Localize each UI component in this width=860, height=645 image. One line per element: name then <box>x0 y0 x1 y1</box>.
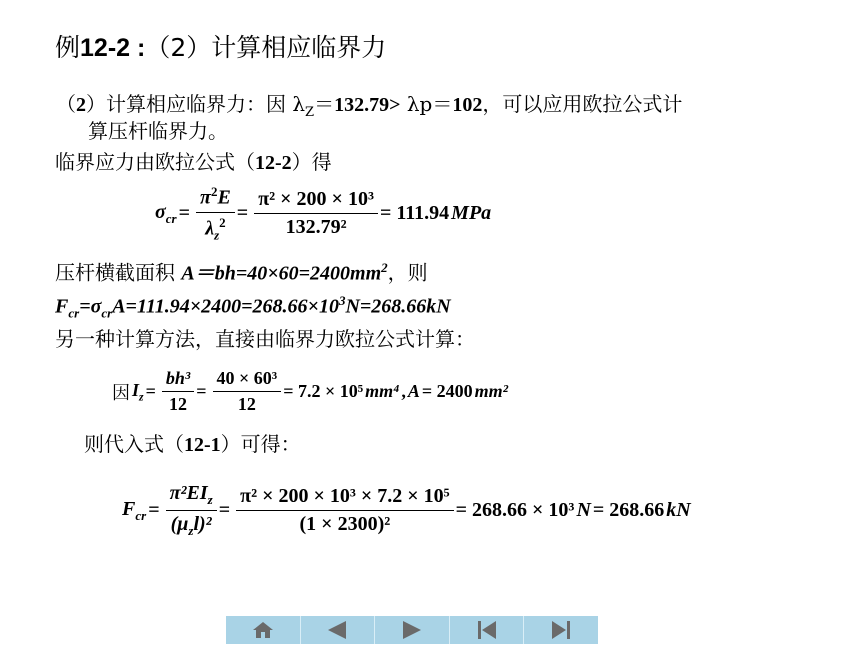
para1-gt: > <box>389 94 401 116</box>
para-condition-cont: 算压杆临界力。 <box>88 119 228 143</box>
formula2-Aval: = 2400 <box>421 381 473 401</box>
para-alt-method: 另一种计算方法，直接由临界力欧拉公式计算： <box>55 327 475 351</box>
title-prefix: 例 <box>55 33 81 62</box>
sigma-cr-sub: cr <box>101 305 113 321</box>
eq-sign-6: = <box>218 499 231 521</box>
I-symbol: I <box>132 379 140 400</box>
formula2-comma: , <box>401 381 406 401</box>
title-number: 12-2 : <box>80 34 146 62</box>
eq-sign-4: = <box>196 381 207 401</box>
kN-unit: kN <box>666 499 691 521</box>
I-sub: z <box>139 390 144 404</box>
A-symbol: A <box>407 381 420 401</box>
fraction-5-den-end: l)² <box>193 513 212 535</box>
lambda-symbol: λ <box>205 217 215 240</box>
last-page-button[interactable] <box>524 616 598 644</box>
fraction-1 <box>196 184 235 243</box>
para6-end: ）可得： <box>220 432 301 456</box>
para2-ref: 12-2 <box>255 152 292 174</box>
para3-end: ，则 <box>387 260 428 285</box>
eq-sign: = <box>178 202 191 225</box>
lambda-p-sub: p <box>419 92 433 116</box>
fraction-5 <box>166 482 217 539</box>
fcr-end: N=268.66kN <box>345 295 451 318</box>
formula3-result2: = 268.66 <box>592 499 665 521</box>
formula-inertia <box>112 368 510 415</box>
lambda-p-value: 102 <box>452 94 483 116</box>
fraction-5-num: π²EI <box>169 482 208 504</box>
para-condition <box>56 92 682 121</box>
fcr-sub: cr <box>68 305 80 321</box>
lambda-sub: z <box>214 227 220 243</box>
formula2-result: = 7.2 × 10⁵ <box>283 381 364 401</box>
page-title <box>55 28 386 64</box>
fraction-3 <box>162 368 194 415</box>
para-area <box>55 260 428 287</box>
pi-symbol: π <box>200 186 211 209</box>
formula2-unit: mm⁴ <box>365 381 400 401</box>
area-formula: A＝bh=40×60=2400mm <box>181 262 382 285</box>
para1-text1: ）计算相应临界力：因 <box>86 92 286 116</box>
para-fcr <box>55 293 451 322</box>
formula-critical-force <box>122 482 693 539</box>
home-icon <box>252 620 274 640</box>
fraction-6-den: (1 × 2300)² <box>299 513 391 535</box>
para2-end: ）得 <box>291 150 332 174</box>
formula2-prefix: 因 <box>112 382 130 404</box>
eq-sign-2: = <box>236 202 249 225</box>
para3-text: 压杆横截面积 <box>55 260 175 285</box>
triangle-left-icon <box>326 620 348 640</box>
fraction-2-den: 132.79² <box>285 216 347 239</box>
para1-eq1: ＝ <box>314 92 335 116</box>
home-button[interactable] <box>226 616 301 644</box>
lambda-z: λ <box>292 92 306 116</box>
lambda-z-value: 132.79 <box>334 94 390 116</box>
title-text: （2）计算相应临界力 <box>145 33 387 62</box>
fraction-3-num: bh³ <box>162 368 194 392</box>
fcr-eq: =σ <box>79 295 102 318</box>
fcr-sup: 3 <box>338 293 346 308</box>
first-page-icon <box>476 620 498 640</box>
F-symbol: F <box>122 497 136 520</box>
para1-eq2: ＝ <box>432 92 453 116</box>
mu-symbol: (μ <box>170 513 189 535</box>
next-button[interactable] <box>375 616 450 644</box>
formula2-Aunit: mm² <box>474 381 509 401</box>
sigma-sub: cr <box>165 210 177 226</box>
para-euler-intro <box>55 150 332 176</box>
para1-num: 2 <box>76 94 86 116</box>
area-sup: 2 <box>381 260 388 275</box>
fraction-4 <box>213 368 282 415</box>
eq-sign-3: = <box>145 381 156 401</box>
triangle-right-icon <box>401 620 423 640</box>
N-unit: N <box>576 499 591 521</box>
first-page-button[interactable] <box>450 616 525 644</box>
F-sub: cr <box>135 507 147 523</box>
fraction-4-num: 40 × 60³ <box>213 368 282 392</box>
slide-navigation-bar <box>226 616 598 644</box>
para2-text: 临界应力由欧拉公式（ <box>55 150 255 174</box>
sigma-symbol: σ <box>155 200 166 223</box>
para-substitute <box>84 432 301 458</box>
fraction-3-den: 12 <box>169 394 188 414</box>
lambda-sup: 2 <box>219 214 226 230</box>
fraction-5-num-sub: z <box>207 492 213 507</box>
formula3-result: = 268.66 × 10³ <box>455 499 575 521</box>
pi-sup: 2 <box>210 184 218 199</box>
para1-text2: ，可以应用欧拉公式计 <box>482 92 683 116</box>
lambda-p: λ <box>406 92 420 116</box>
fcr-rest: A=111.94×2400=268.66×10 <box>112 295 339 318</box>
fraction-4-den: 12 <box>237 394 256 414</box>
formula1-result: = 111.94 <box>379 202 450 225</box>
para6-text: 则代入式（ <box>84 432 184 456</box>
fraction-2 <box>254 188 378 239</box>
para1-lead: （ <box>56 92 76 116</box>
fraction-6 <box>236 485 454 536</box>
mu-sub: z <box>188 523 194 538</box>
fraction-6-num: π² × 200 × 10³ × 7.2 × 10⁵ <box>236 485 454 511</box>
last-page-icon <box>550 620 572 640</box>
fcr-symbol: F <box>55 295 69 318</box>
lambda-z-sub: Z <box>305 105 315 120</box>
para6-ref: 12-1 <box>184 434 221 456</box>
eq-sign-5: = <box>148 499 160 521</box>
E-symbol: E <box>217 186 231 209</box>
fraction-2-num: π² × 200 × 10³ <box>254 188 378 214</box>
previous-button[interactable] <box>301 616 376 644</box>
formula1-unit: MPa <box>451 202 492 225</box>
formula-critical-stress <box>155 184 493 243</box>
